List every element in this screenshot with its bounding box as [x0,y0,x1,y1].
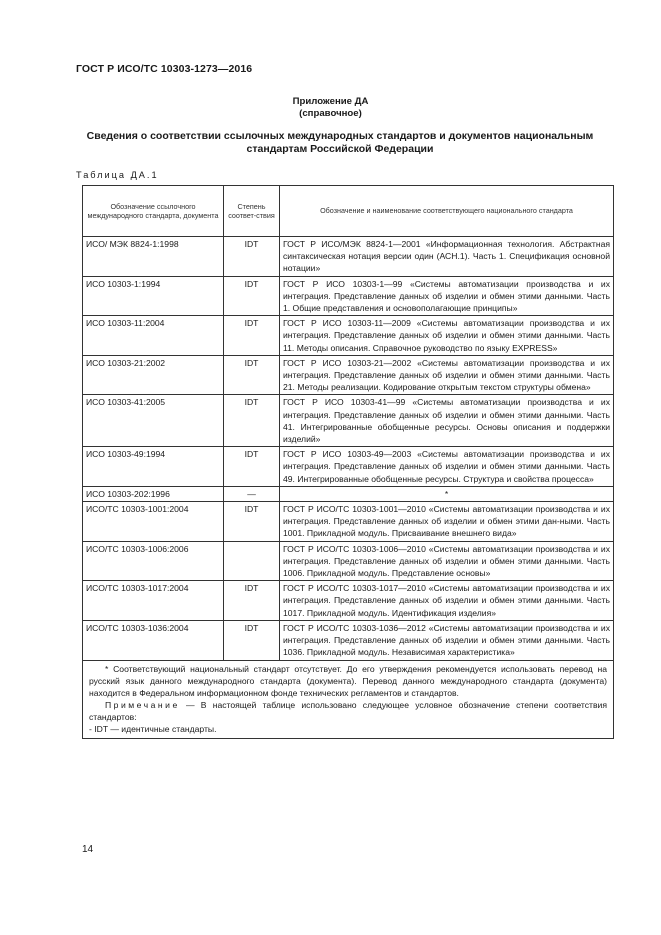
cell-national-standard: ГОСТ Р ИСО/ТС 10303-1001—2010 «Системы автоматизации производства и их интеграция. Представление данных об изделии и обмен этими дан-ными. Часть 1001. Прикладной модуль. Присваивание внешнего вида» [280,502,614,542]
appendix-subtitle: (справочное) [299,108,362,119]
cell-national-standard: ГОСТ Р ИСО 10303-1—99 «Системы автоматизации производства и их интеграция. Представление данных об изделии и обмен этими данными. Часть 1. Общие представления и основополагающие принципы» [280,276,614,316]
cell-international-ref: ИСО 10303-49:1994 [83,447,224,487]
cell-international-ref: ИСО 10303-11:2004 [83,316,224,356]
cell-national-standard: ГОСТ Р ИСО 10303-21—2002 «Системы автоматизации производства и их интеграция. Представление данных об изделии и обмен этими данными. Часть 21. Методы реализации. Кодирование открытым текстом структуры обмена» [280,355,614,395]
cell-national-standard: ГОСТ Р ИСО 10303-41—99 «Системы автоматизации производства и их интеграция. Представление данных об изделии и обмен этими данными. Часть 41. Интегрированные обобщенные ресурсы. Основы описания и поддержки изделий» [280,395,614,447]
cell-international-ref: ИСО/ТС 10303-1017:2004 [83,581,224,621]
table-row [83,355,614,395]
table-row [83,620,614,660]
cell-national-standard: ГОСТ Р ИСО/ТС 10303-1006—2010 «Системы автоматизации производства и их интеграция. Представление данных об изделии и обмен этими данными. Часть 1006. Прикладной модуль. Представление основы» [280,541,614,581]
cell-international-ref: ИСО/ТС 10303-1001:2004 [83,502,224,542]
header-international-ref: Обозначение ссылочного международного стандарта, документа [83,186,224,237]
cell-international-ref: ИСО/ТС 10303-1006:2006 [83,541,224,581]
page-number: 14 [82,844,94,855]
table-row [83,237,614,277]
table-row [83,395,614,447]
cell-degree: IDT [224,447,280,487]
table-footnote-cell [83,660,614,738]
cell-international-ref: ИСО 10303-1:1994 [83,276,224,316]
cell-degree [224,541,280,581]
table-header-row [83,186,614,237]
cell-degree: IDT [224,316,280,356]
cell-degree: IDT [224,355,280,395]
note-paragraph [89,699,607,723]
table-row [83,276,614,316]
cell-national-standard: ГОСТ Р ИСО/ТС 10303-1017—2010 «Системы автоматизации производства и их интеграция. Представление данных об изделии и обмен этими данными. Часть 1017. Прикладной модуль. Идентификация изделия» [280,581,614,621]
correspondence-table [82,185,614,739]
cell-degree: IDT [224,581,280,621]
table-row [83,581,614,621]
table-footnote-row [83,660,614,738]
header-degree: Степень соответ-ствия [224,186,280,237]
table-row [83,486,614,501]
cell-international-ref: ИСО 10303-41:2005 [83,395,224,447]
cell-degree: IDT [224,620,280,660]
table-row [83,541,614,581]
footnote-text: * Соответствующий национальный стандарт отсутствует. До его утверждения рекомендуется использовать перевод на русский язык данного международного стандарта (документа). Перевод данного международного стандарта (документа) находится в Федеральном информационном фонде технических регламентов и стандартов. [89,663,607,698]
table-row [83,316,614,356]
cell-degree: IDT [224,395,280,447]
cell-national-standard: ГОСТ Р ИСО/ТС 10303-1036—2012 «Системы автоматизации производства и их интеграция. Представление данных об изделии и обмен этими данными. Часть 1036. Прикладной модуль. Независимая характеристика» [280,620,614,660]
table-row [83,447,614,487]
cell-national-standard: ГОСТ Р ИСО/МЭК 8824-1—2001 «Информационная технология. Абстрактная синтаксическая нотация версии один (АСН.1). Часть 1. Спецификация основной нотации» [280,237,614,277]
note-label: Примечание [105,699,180,710]
cell-degree: IDT [224,276,280,316]
cell-international-ref: ИСО/ МЭК 8824-1:1998 [83,237,224,277]
table-row [83,502,614,542]
header-national-standard: Обозначение и наименование соответствующего национального стандарта [280,186,614,237]
cell-international-ref: ИСО 10303-21:2002 [83,355,224,395]
cell-national-standard: ГОСТ Р ИСО 10303-49—2003 «Системы автоматизации производства и их интеграция. Представление данных об изделии и обмен этими данными. Часть 49. Интегрированные обобщенные ресурсы. Структура и свойства процесса» [280,447,614,487]
section-title: Сведения о соответствии ссылочных международных стандартов и документов национальным стандартам Российской Федерации [86,130,594,155]
cell-national-standard: ГОСТ Р ИСО 10303-11—2009 «Системы автоматизации производства и их интеграция. Представление данных об изделии и обмен этими данными. Часть 11. Методы описания. Справочное руководство по языку EXPRESS» [280,316,614,356]
table-caption: Таблица ДА.1 [76,170,159,180]
cell-degree: IDT [224,237,280,277]
appendix-title: Приложение ДА [292,96,369,107]
cell-international-ref: ИСО 10303-202:1996 [83,486,224,501]
note-text: — В настоящей таблице использовано следующее условное обозначение степени соответствия стандартов: [89,699,607,722]
cell-degree: IDT [224,502,280,542]
cell-international-ref: ИСО/ТС 10303-1036:2004 [83,620,224,660]
cell-degree: — [224,486,280,501]
cell-national-standard: * [280,486,614,501]
document-code: ГОСТ Р ИСО/ТС 10303-1273—2016 [76,63,253,75]
note-item: - IDT — идентичные стандарты. [89,723,217,734]
